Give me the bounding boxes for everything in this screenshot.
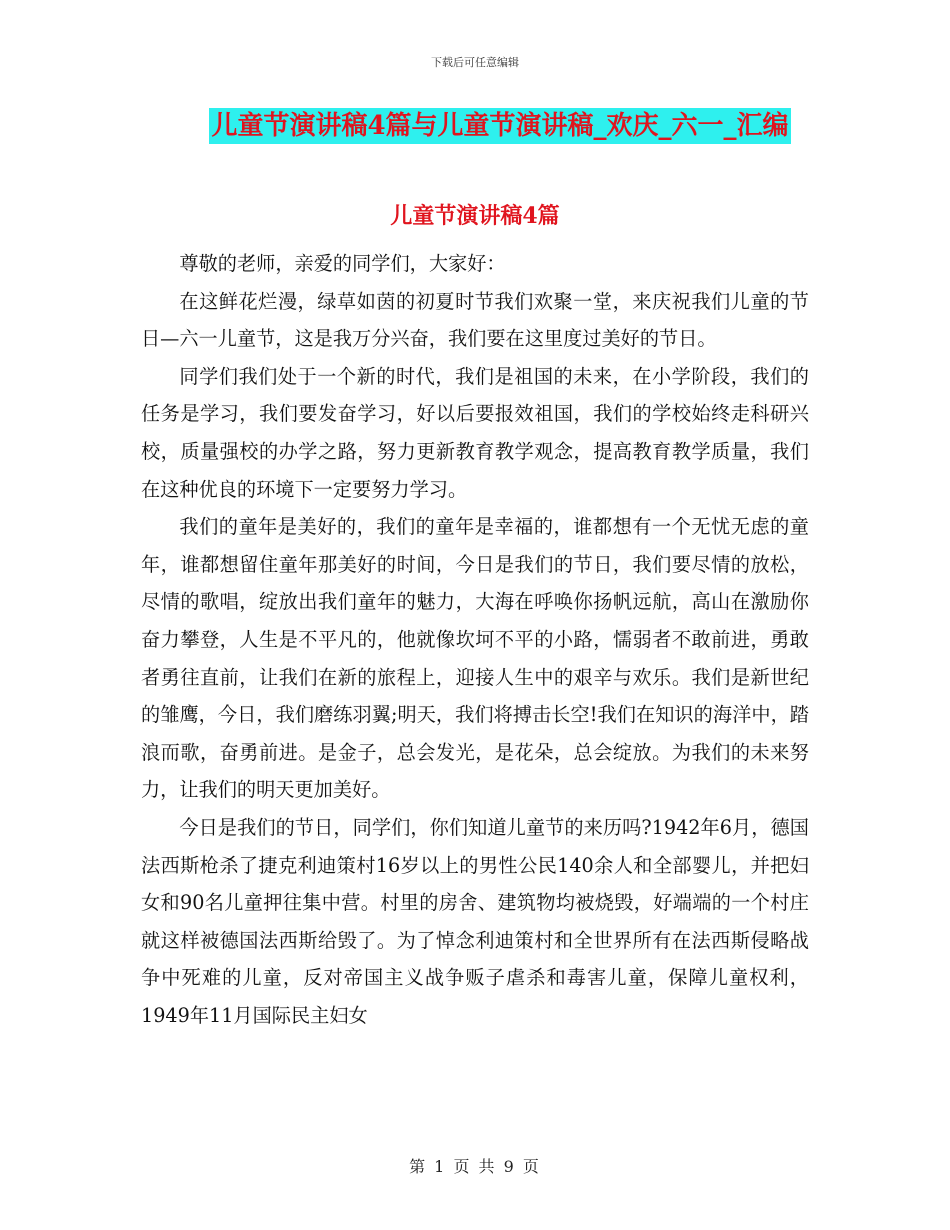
paragraph: 今日是我们的节日，同学们，你们知道儿童节的来历吗?1942年6月，德国法西斯枪杀了捷克利迪策村16岁以上的男性公民140余人和全部婴儿，并把妇女和90名儿童押往集中营。村里的房舍、建筑物均被烧毁，好端端的一个村庄就这样被德国法西斯给毁了。为了悼念利迪策村和全世界所有在法西斯侵略战争中死难的儿童，反对帝国主义战争贩子虐杀和毒害儿童，保障儿童权利，1949年11月国际民主妇女 bbox=[141, 815, 809, 1027]
paragraph: 同学们我们处于一个新的时代，我们是祖国的未来，在小学阶段，我们的任务是学习，我们要发奋学习，好以后要报效祖国，我们的学校始终走科研兴校，质量强校的办学之路，努力更新教育教学观念，提高教育教学质量，我们在这种优良的环境下一定要努力学习。 bbox=[141, 364, 809, 501]
paragraph-greeting: 尊敬的老师，亲爱的同学们，大家好： bbox=[179, 252, 506, 275]
document-title-container bbox=[0, 108, 950, 144]
page-footer: 第 1 页 共 9 页 bbox=[409, 1157, 541, 1176]
document-title: 儿童节演讲稿4篇与儿童节演讲稿_欢庆_六一_汇编 bbox=[209, 108, 790, 144]
document-body bbox=[141, 245, 809, 1034]
page-header-note: 下载后可任意编辑 bbox=[431, 56, 519, 69]
paragraph: 我们的童年是美好的，我们的童年是幸福的，谁都想有一个无忧无虑的童年，谁都想留住童年那美好的时间，今日是我们的节日，我们要尽情的放松，尽情的歌唱，绽放出我们童年的魅力，大海在呼唤你扬帆远航，高山在激励你奋力攀登，人生是不平凡的，他就像坎坷不平的小路，懦弱者不敢前进，勇敢者勇往直前，让我们在新的旅程上，迎接人生中的艰辛与欢乐。我们是新世纪的雏鹰，今日，我们磨练羽翼;明天，我们将搏击长空!我们在知识的海洋中，踏浪而歌，奋勇前进。是金子，总会发光，是花朵，总会绽放。为我们的未来努力，让我们的明天更加美好。 bbox=[141, 515, 809, 802]
paragraph: 在这鲜花烂漫，绿草如茵的初夏时节我们欢聚一堂，来庆祝我们儿童的节日—六一儿童节，这是我万分兴奋，我们要在这里度过美好的节日。 bbox=[141, 289, 809, 351]
section-title: 儿童节演讲稿4篇 bbox=[390, 203, 560, 229]
